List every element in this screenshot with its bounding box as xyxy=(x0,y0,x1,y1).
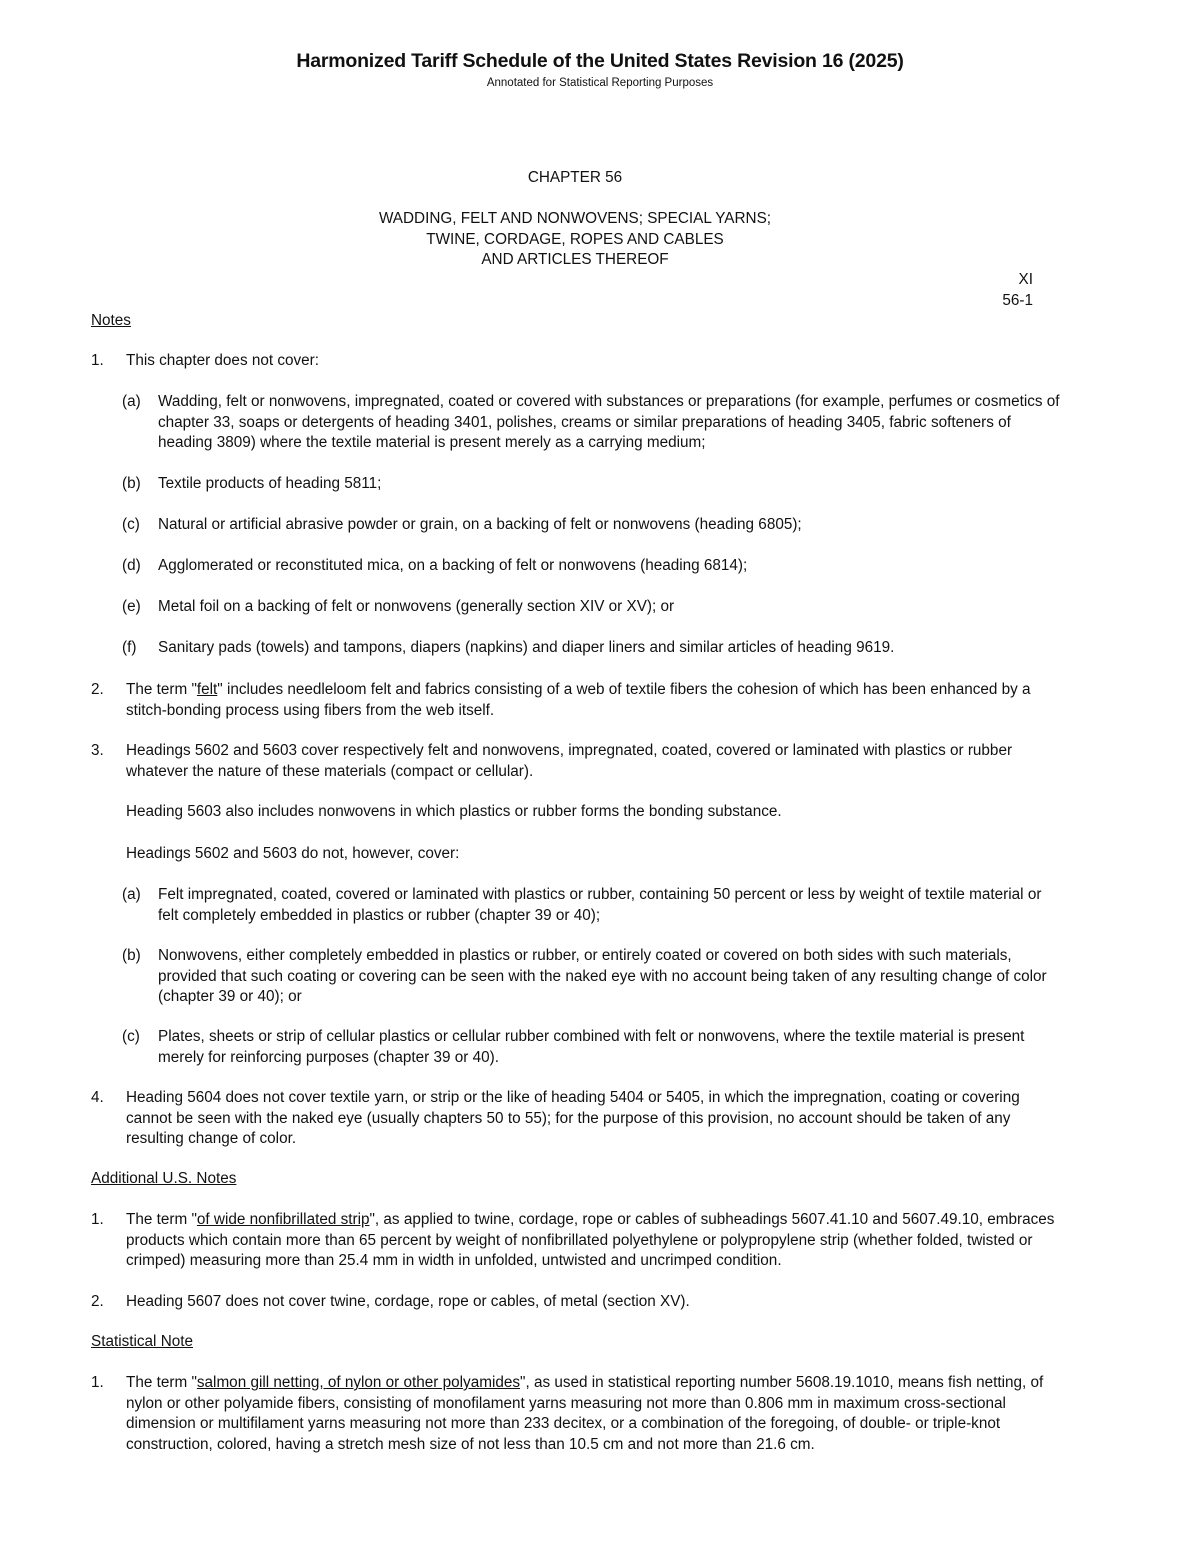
notes-heading: Notes xyxy=(91,312,131,329)
note-number: 1. xyxy=(91,352,104,369)
item-letter: (b) xyxy=(122,475,141,492)
chapter-title-line: WADDING, FELT AND NONWOVENS; SPECIAL YARNS; xyxy=(378,210,772,227)
note-text xyxy=(126,680,1066,721)
additional-note-1 xyxy=(91,1210,1066,1272)
item-letter: (c) xyxy=(122,516,140,533)
note-text-pre: The term " xyxy=(126,681,197,698)
note-number: 1. xyxy=(91,1211,104,1228)
note-text: Heading 5607 does not cover twine, cordage, rope or cables, of metal (section XV). xyxy=(126,1293,690,1310)
note-1 xyxy=(91,351,1066,372)
item-letter: (e) xyxy=(122,598,141,615)
defined-term: salmon gill netting, of nylon or other polyamides xyxy=(196,1374,521,1391)
page-code: 56-1 xyxy=(1002,292,1033,309)
chapter-title-line: TWINE, CORDAGE, ROPES AND CABLES xyxy=(426,230,724,248)
note-number: 1. xyxy=(91,1374,104,1391)
chapter-title-line: AND ARTICLES THEREOF xyxy=(481,251,669,268)
defined-term: of wide nonfibrillated strip xyxy=(196,1211,370,1228)
section-code: XI xyxy=(1018,271,1033,288)
additional-notes-heading: Additional U.S. Notes xyxy=(91,1170,237,1187)
chapter-title xyxy=(0,209,1150,271)
note-number: 3. xyxy=(91,742,104,759)
note-text: Heading 5604 does not cover textile yarn, or strip or the like of heading 5404 or 5405, in which the impregnation, coating or covering cannot be seen with the naked eye (usually chapters 50 to 55); for the purpose of this provision, no account should be taken of any resulting change of color. xyxy=(126,1089,1020,1147)
item-letter: (f) xyxy=(122,639,137,656)
note-3-paragraph: Headings 5602 and 5603 do not, however, cover: xyxy=(126,845,460,862)
note-text-pre: The term " xyxy=(126,1211,197,1228)
note-text xyxy=(126,1373,1066,1455)
item-letter: (d) xyxy=(122,557,141,574)
note-text-post: " includes needleloom felt and fabrics consisting of a web of textile fibers the cohesion of which has been enhanced by a stitch-bonding process using fibers from the web itself. xyxy=(126,681,1031,719)
item-letter: (a) xyxy=(122,886,141,903)
item-text: Plates, sheets or strip of cellular plastics or cellular rubber combined with felt or nonwovens, where the textile material is present merely for reinforcing purposes (chapter 39 or 40). xyxy=(158,1028,1025,1066)
statistical-note-1 xyxy=(91,1373,1066,1455)
item-letter: (c) xyxy=(122,1028,140,1045)
note-text-pre: The term " xyxy=(126,1374,197,1391)
note-2 xyxy=(91,680,1066,721)
note-text-post: ", as applied to twine, cordage, rope or cables of subheadings 5607.41.10 and 5607.49.10, embraces products which contain more than 65 percent by weight of nonfibrillated polyethylene or polypropylene strip (whether folded, twisted or crimped) measuring more than 25.4 mm in width in unfolded, untwisted and uncrimped condition. xyxy=(126,1211,1055,1269)
note-3 xyxy=(91,741,1066,782)
document-subtitle: Annotated for Statistical Reporting Purposes xyxy=(486,77,714,89)
note-4 xyxy=(91,1088,1066,1150)
note-text xyxy=(126,1210,1066,1272)
note-text: This chapter does not cover: xyxy=(126,352,320,369)
additional-note-2 xyxy=(91,1292,1066,1313)
item-text: Natural or artificial abrasive powder or grain, on a backing of felt or nonwovens (heading 6805); xyxy=(158,516,802,533)
document-title: Harmonized Tariff Schedule of the United States Revision 16 (2025) xyxy=(296,50,904,72)
defined-term: felt xyxy=(196,681,218,698)
item-letter: (b) xyxy=(122,947,141,964)
note-number: 2. xyxy=(91,681,104,698)
note-number: 4. xyxy=(91,1089,104,1106)
note-number: 2. xyxy=(91,1293,104,1310)
statistical-note-heading: Statistical Note xyxy=(91,1333,194,1350)
item-text: Sanitary pads (towels) and tampons, diapers (napkins) and diaper liners and similar articles of heading 9619. xyxy=(158,639,895,656)
item-letter: (a) xyxy=(122,393,141,410)
item-text: Wadding, felt or nonwovens, impregnated, coated or covered with substances or preparations (for example, perfumes or cosmetics of chapter 33, soaps or detergents of heading 3401, polishes, creams or similar preparations of heading 3405, fabric softeners of heading 3809) where the textile material is present merely as a carrying medium; xyxy=(158,393,1060,451)
item-text: Metal foil on a backing of felt or nonwovens (generally section XIV or XV); or xyxy=(158,598,675,615)
item-text: Nonwovens, either completely embedded in plastics or rubber, or entirely coated or covered on both sides with such materials, provided that such coating or covering can be seen with the naked eye with no account being taken of any resulting change of color (chapter 39 or 40); or xyxy=(158,947,1047,1005)
note-3-paragraph: Heading 5603 also includes nonwovens in which plastics or rubber forms the bonding substance. xyxy=(126,803,782,820)
item-text: Felt impregnated, coated, covered or laminated with plastics or rubber, containing 50 percent or less by weight of textile material or felt completely embedded in plastics or rubber (chapter 39 or 40); xyxy=(158,886,1042,924)
note-text-post: ", as used in statistical reporting number 5608.19.1010, means fish netting, of nylon or other polyamide fibers, consisting of monofilament yarns measuring not more than 0.806 mm in maximum cross-sectional dimension or multifilament yarns measuring not more than 233 decitex, or a combination of the foregoing, of double- or triple-knot construction, colored, having a stretch mesh size of not less than 10.5 cm and not more than 21.6 cm. xyxy=(126,1374,1044,1453)
item-text: Textile products of heading 5811; xyxy=(158,475,382,492)
note-text: Headings 5602 and 5603 cover respectively felt and nonwovens, impregnated, coated, covered or laminated with plastics or rubber whatever the nature of these materials (compact or cellular). xyxy=(126,742,1013,780)
item-text: Agglomerated or reconstituted mica, on a backing of felt or nonwovens (heading 6814); xyxy=(158,557,748,574)
chapter-number: CHAPTER 56 xyxy=(527,169,623,186)
